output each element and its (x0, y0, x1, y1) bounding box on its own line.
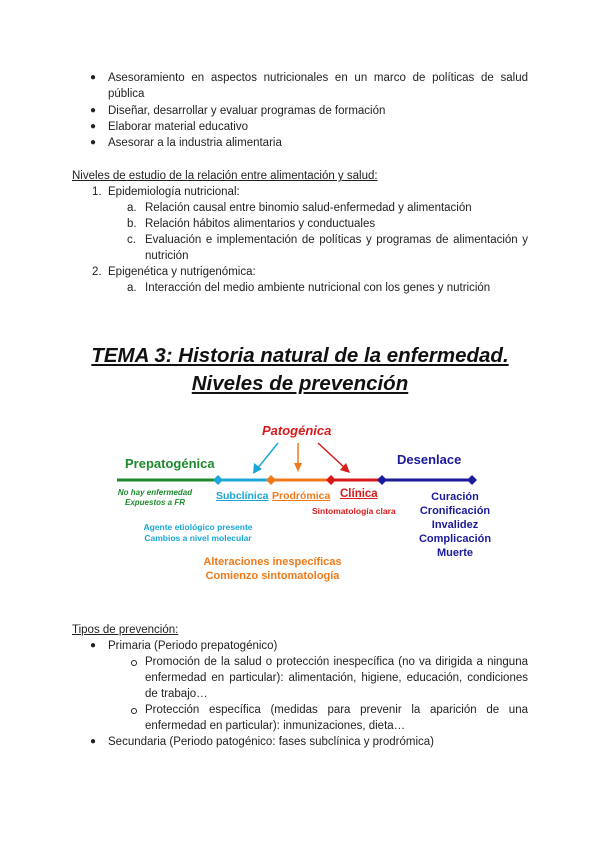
timeline-marker (326, 475, 336, 485)
label-sintomatologia: Sintomatología clara (312, 506, 396, 516)
list-item: Relación causal entre binomio salud-enfermedad y alimentación (145, 202, 472, 214)
bullet-icon: ● (90, 640, 97, 651)
list-item: Secundaria (Periodo patogénico: fases subclínica y prodrómica) (108, 736, 435, 748)
list-number: 2. (92, 266, 102, 278)
hollow-bullet-icon (131, 708, 137, 714)
label-comienzo-sintomatologia: Comienzo sintomatología (205, 570, 340, 582)
bullet-icon: ● (90, 736, 97, 747)
page-subtitle: Niveles de prevención (191, 372, 409, 395)
list-item: Epidemiología nutricional: (108, 186, 240, 198)
label-no-hay-enfermedad: No hay enfermedad (117, 488, 193, 497)
list-item: Promoción de la salud o protección inespecífica (no va dirigida a ninguna enfermedad en particular): alimentación, higiene, educación, condiciones de trabajo… (145, 656, 528, 700)
list-number: 1. (92, 186, 102, 198)
timeline-marker (467, 475, 477, 485)
timeline-marker (266, 475, 276, 485)
list-item: Asesoramiento en aspectos nutricionales en un marco de políticas de salud pública (108, 72, 528, 100)
list-letter: b. (127, 218, 137, 230)
bullet-icon: ● (90, 137, 97, 148)
section-heading: Niveles de estudio de la relación entre alimentación y salud: (72, 170, 378, 182)
list-item: Epigenética y nutrigenómica: (108, 266, 256, 278)
outcome-item: Muerte (436, 547, 474, 559)
outcome-item: Curación (431, 491, 479, 503)
list-item: Protección específica (medidas para prevenir la aparición de una enfermedad en particular): inmunizaciones, dieta… (145, 704, 528, 732)
section-heading: Tipos de prevención: (72, 624, 179, 636)
list-item: Elaborar material educativo (108, 121, 248, 133)
bullet-icon: ● (90, 72, 97, 83)
outcome-item: Invalidez (431, 519, 479, 531)
label-subclinica: Subclínica (216, 490, 269, 502)
list-letter: a. (127, 202, 137, 214)
label-cambios-moleculares: Cambios a nivel molecular (144, 533, 252, 543)
bullet-icon: ● (90, 121, 97, 132)
bullet-icon: ● (90, 105, 97, 116)
arrowhead-icon (294, 463, 302, 472)
label-clinica: Clínica (340, 488, 378, 500)
page-title: TEMA 3: Historia natural de la enfermedad. (91, 344, 509, 367)
outcome-list (400, 490, 510, 560)
list-letter: a. (127, 282, 137, 294)
list-item: Primaria (Periodo prepatogénico) (108, 640, 278, 652)
outcome-item: Cronificación (419, 505, 491, 517)
arrow-to-subclinical (257, 443, 278, 469)
list-item: Asesorar a la industria alimentaria (108, 137, 282, 149)
label-patogenica: Patogénica (262, 423, 332, 438)
list-letter: c. (127, 234, 136, 246)
label-prodromica: Prodrómica (272, 490, 331, 502)
label-prepatogenica: Prepatogénica (125, 456, 215, 471)
label-agente-etiologico: Agente etiológico presente (143, 522, 253, 532)
timeline-marker (213, 475, 223, 485)
outcome-item: Complicación (418, 533, 492, 545)
list-item: Interacción del medio ambiente nutricional con los genes y nutrición (145, 282, 491, 294)
timeline-marker (377, 475, 387, 485)
list-item: Relación hábitos alimentarios y conductuales (145, 218, 376, 230)
hollow-bullet-icon (131, 660, 137, 666)
label-desenlace: Desenlace (397, 452, 462, 467)
arrow-to-clinical (318, 443, 345, 468)
label-expuestos-fr: Expuestos a FR (124, 498, 185, 507)
list-item: Evaluación e implementación de políticas y programas de alimentación y nutrición (145, 234, 528, 262)
label-alteraciones: Alteraciones inespecíficas (203, 556, 342, 568)
list-item: Diseñar, desarrollar y evaluar programas de formación (108, 105, 386, 117)
